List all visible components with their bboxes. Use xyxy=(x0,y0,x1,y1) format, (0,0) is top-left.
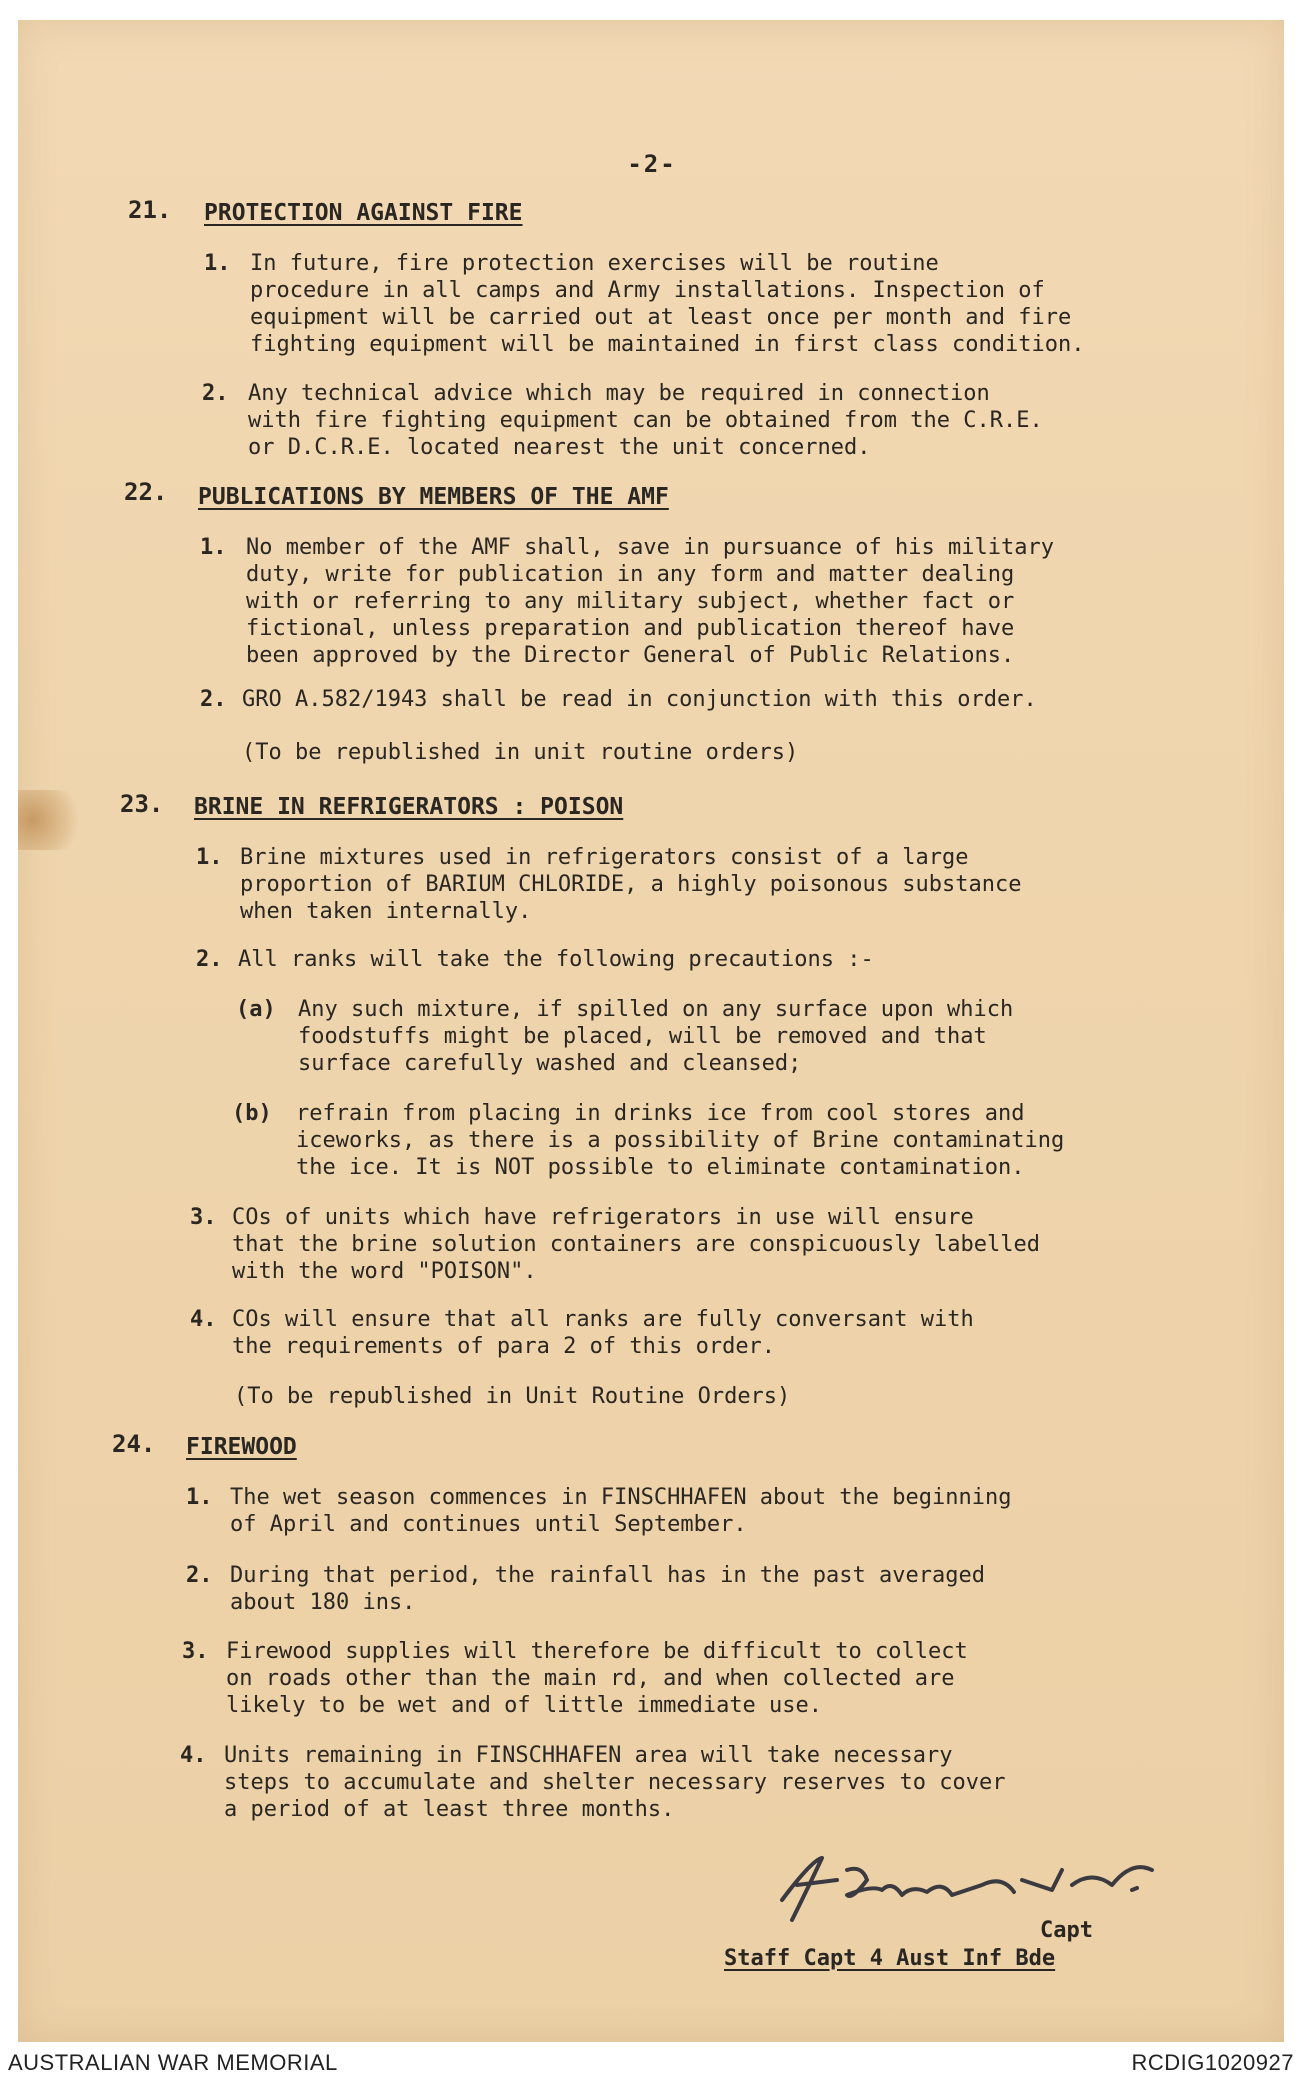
paragraph-line: In future, fire protection exercises will be routine xyxy=(250,251,939,276)
section-number-22: 22. xyxy=(124,478,168,506)
paragraph-line: COs of units which have refrigerators in use will ensure xyxy=(232,1205,974,1230)
paragraph-line: likely to be wet and of little immediate use. xyxy=(226,1693,823,1718)
signature-rank: Capt xyxy=(1040,1918,1093,1943)
paragraph-line: or D.C.R.E. located nearest the unit concerned. xyxy=(248,435,871,460)
paragraph-number: 2. xyxy=(200,687,227,712)
paragraph-line: steps to accumulate and shelter necessary reserves to cover xyxy=(224,1770,1006,1795)
paragraph-line: Firewood supplies will therefore be difficult to collect xyxy=(226,1639,968,1664)
section-number-21: 21. xyxy=(128,196,172,224)
signature-title: Staff Capt 4 Aust Inf Bde xyxy=(724,1946,1056,1971)
paragraph-line: Any technical advice which may be required in connection xyxy=(248,381,990,406)
paragraph-line: fighting equipment will be maintained in first class condition. xyxy=(250,332,1085,357)
handwritten-signature xyxy=(752,1840,1192,1930)
paragraph-number: 1. xyxy=(186,1485,213,1510)
paragraph-line: surface carefully washed and cleansed; xyxy=(298,1051,802,1076)
paragraph-line: Any such mixture, if spilled on any surface upon which xyxy=(298,997,1014,1022)
paragraph-line: The wet season commences in FINSCHHAFEN about the beginning xyxy=(230,1485,1012,1510)
paragraph-line: COs will ensure that all ranks are fully conversant with xyxy=(232,1307,974,1332)
paragraph-line: equipment will be carried out at least once per month and fire xyxy=(250,305,1072,330)
paragraph-number: 3. xyxy=(182,1639,209,1664)
paragraph-line: Units remaining in FINSCHHAFEN area will take necessary xyxy=(224,1743,953,1768)
paragraph-line: No member of the AMF shall, save in pursuance of his military xyxy=(246,535,1054,560)
paragraph-number: 1. xyxy=(200,535,227,560)
paragraph-number: 1. xyxy=(196,845,223,870)
paragraph-number: 2. xyxy=(202,381,229,406)
paragraph-line: proportion of BARIUM CHLORIDE, a highly poisonous substance xyxy=(240,872,1022,897)
paragraph-line: with or referring to any military subject, whether fact or xyxy=(246,589,1015,614)
paragraph-line: All ranks will take the following precautions :- xyxy=(238,947,874,972)
paragraph-line: GRO A.582/1943 shall be read in conjunction with this order. xyxy=(242,687,1037,712)
paragraph-line: procedure in all camps and Army installations. Inspection of xyxy=(250,278,1045,303)
paragraph-line: on roads other than the main rd, and when collected are xyxy=(226,1666,955,1691)
paragraph-number: 1. xyxy=(204,251,231,276)
paragraph-line: duty, write for publication in any form and matter dealing xyxy=(246,562,1015,587)
section-number-24: 24. xyxy=(112,1430,156,1458)
paragraph-line: with fire fighting equipment can be obtained from the C.R.E. xyxy=(248,408,1043,433)
paragraph-line: when taken internally. xyxy=(240,899,532,924)
paragraph-number: 2. xyxy=(196,947,223,972)
paragraph-number: 3. xyxy=(190,1205,217,1230)
paragraph-line: of April and continues until September. xyxy=(230,1512,747,1537)
section-title-firewood: FIREWOOD xyxy=(186,1434,297,1460)
paragraph-line: During that period, the rainfall has in the past averaged xyxy=(230,1563,985,1588)
paragraph-number: 4. xyxy=(180,1743,207,1768)
section-title-brine: BRINE IN REFRIGERATORS : POISON xyxy=(194,794,624,820)
section-title-fire: PROTECTION AGAINST FIRE xyxy=(204,200,523,226)
paragraph-line: Brine mixtures used in refrigerators consist of a large xyxy=(240,845,969,870)
paragraph-line: a period of at least three months. xyxy=(224,1797,675,1822)
paragraph-line: foodstuffs might be placed, will be removed and that xyxy=(298,1024,987,1049)
paragraph-line: the ice. It is NOT possible to eliminate contamination. xyxy=(296,1155,1025,1180)
paragraph-number: (b) xyxy=(232,1101,272,1126)
paragraph-line: fictional, unless preparation and publication thereof have xyxy=(246,616,1015,641)
paragraph-number: (a) xyxy=(236,997,276,1022)
republish-note-22: (To be republished in unit routine orders) xyxy=(242,740,799,765)
paragraph-line: the requirements of para 2 of this order. xyxy=(232,1334,776,1359)
section-number-23: 23. xyxy=(120,790,164,818)
paragraph-line: that the brine solution containers are conspicuously labelled xyxy=(232,1232,1040,1257)
paragraph-line: iceworks, as there is a possibility of Brine contaminating xyxy=(296,1128,1065,1153)
paragraph-line: about 180 ins. xyxy=(230,1590,416,1615)
paragraph-number: 2. xyxy=(186,1563,213,1588)
section-title-publications: PUBLICATIONS BY MEMBERS OF THE AMF xyxy=(198,484,669,510)
page-number: -2- xyxy=(627,150,677,178)
paragraph-number: 4. xyxy=(190,1307,217,1332)
burn-mark xyxy=(18,790,88,850)
paragraph-line: refrain from placing in drinks ice from cool stores and xyxy=(296,1101,1025,1126)
paragraph-line: with the word "POISON". xyxy=(232,1259,537,1284)
republish-note-23: (To be republished in Unit Routine Orders) xyxy=(234,1384,791,1409)
paragraph-line: been approved by the Director General of Public Relations. xyxy=(246,643,1015,668)
footer-record-id: RCDIG1020927 xyxy=(1131,2050,1294,2075)
footer-archive-name: AUSTRALIAN WAR MEMORIAL xyxy=(8,2050,338,2075)
